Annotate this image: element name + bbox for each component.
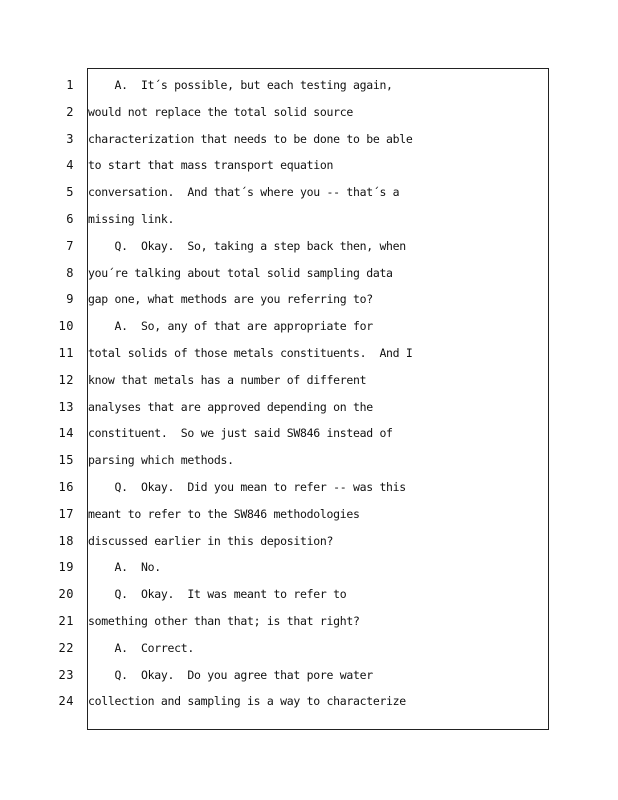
line-number: 8 xyxy=(66,265,74,280)
transcript-line: Q. Okay. Did you mean to refer -- was this xyxy=(88,479,406,494)
transcript-line: analyses that are approved depending on the xyxy=(88,399,373,414)
transcript-line: to start that mass transport equation xyxy=(88,158,334,173)
line-number: 10 xyxy=(58,319,74,334)
transcript-line: meant to refer to the SW846 methodologies xyxy=(88,506,360,521)
line-number-column xyxy=(40,72,74,715)
transcript-line: A. So, any of that are appropriate for xyxy=(88,319,373,334)
line-number: 12 xyxy=(58,372,74,387)
transcript-line: constituent. So we just said SW846 instead of xyxy=(88,426,393,441)
transcript-line: Q. Okay. It was meant to refer to xyxy=(88,587,347,602)
line-number: 9 xyxy=(66,292,74,307)
transcript-line: something other than that; is that right? xyxy=(88,613,360,628)
transcript-line: A. No. xyxy=(88,560,161,575)
line-number: 1 xyxy=(66,78,74,92)
line-number: 14 xyxy=(58,426,74,441)
line-number: 2 xyxy=(66,104,74,119)
transcript-line: A. It´s possible, but each testing again, xyxy=(88,78,393,92)
line-number: 19 xyxy=(58,560,74,575)
line-number: 23 xyxy=(58,667,74,682)
transcript-line: characterization that needs to be done to be able xyxy=(88,131,413,146)
transcript-line: you´re talking about total solid sampling data xyxy=(88,265,393,280)
line-number: 21 xyxy=(58,613,74,628)
line-number: 11 xyxy=(58,345,74,360)
line-number: 17 xyxy=(58,506,74,521)
transcript-line: total solids of those metals constituents. And I xyxy=(88,345,413,360)
transcript-line: gap one, what methods are you referring to? xyxy=(88,292,373,307)
line-number: 4 xyxy=(66,158,74,173)
transcript-line: missing link. xyxy=(88,211,175,226)
line-number: 3 xyxy=(66,131,74,146)
transcript-line: conversation. And that´s where you -- that´s a xyxy=(88,185,400,200)
transcript-line: collection and sampling is a way to characterize xyxy=(88,694,406,709)
line-number: 18 xyxy=(58,533,74,548)
line-number: 24 xyxy=(58,694,74,709)
transcript-line: A. Correct. xyxy=(88,640,194,655)
transcript-line: Q. Okay. Do you agree that pore water xyxy=(88,667,373,682)
transcript-line: Q. Okay. So, taking a step back then, when xyxy=(88,238,406,253)
line-number: 5 xyxy=(66,185,74,200)
transcript-line: parsing which methods. xyxy=(88,453,234,468)
transcript-line: would not replace the total solid source xyxy=(88,104,353,119)
line-number: 22 xyxy=(58,640,74,655)
line-number: 15 xyxy=(58,453,74,468)
line-number: 13 xyxy=(58,399,74,414)
line-number: 6 xyxy=(66,211,74,226)
line-number: 20 xyxy=(58,587,74,602)
line-number: 16 xyxy=(58,479,74,494)
transcript-line: know that metals has a number of different xyxy=(88,372,367,387)
line-number: 7 xyxy=(66,238,74,253)
transcript-line: discussed earlier in this deposition? xyxy=(88,533,334,548)
transcript-body xyxy=(88,72,544,715)
